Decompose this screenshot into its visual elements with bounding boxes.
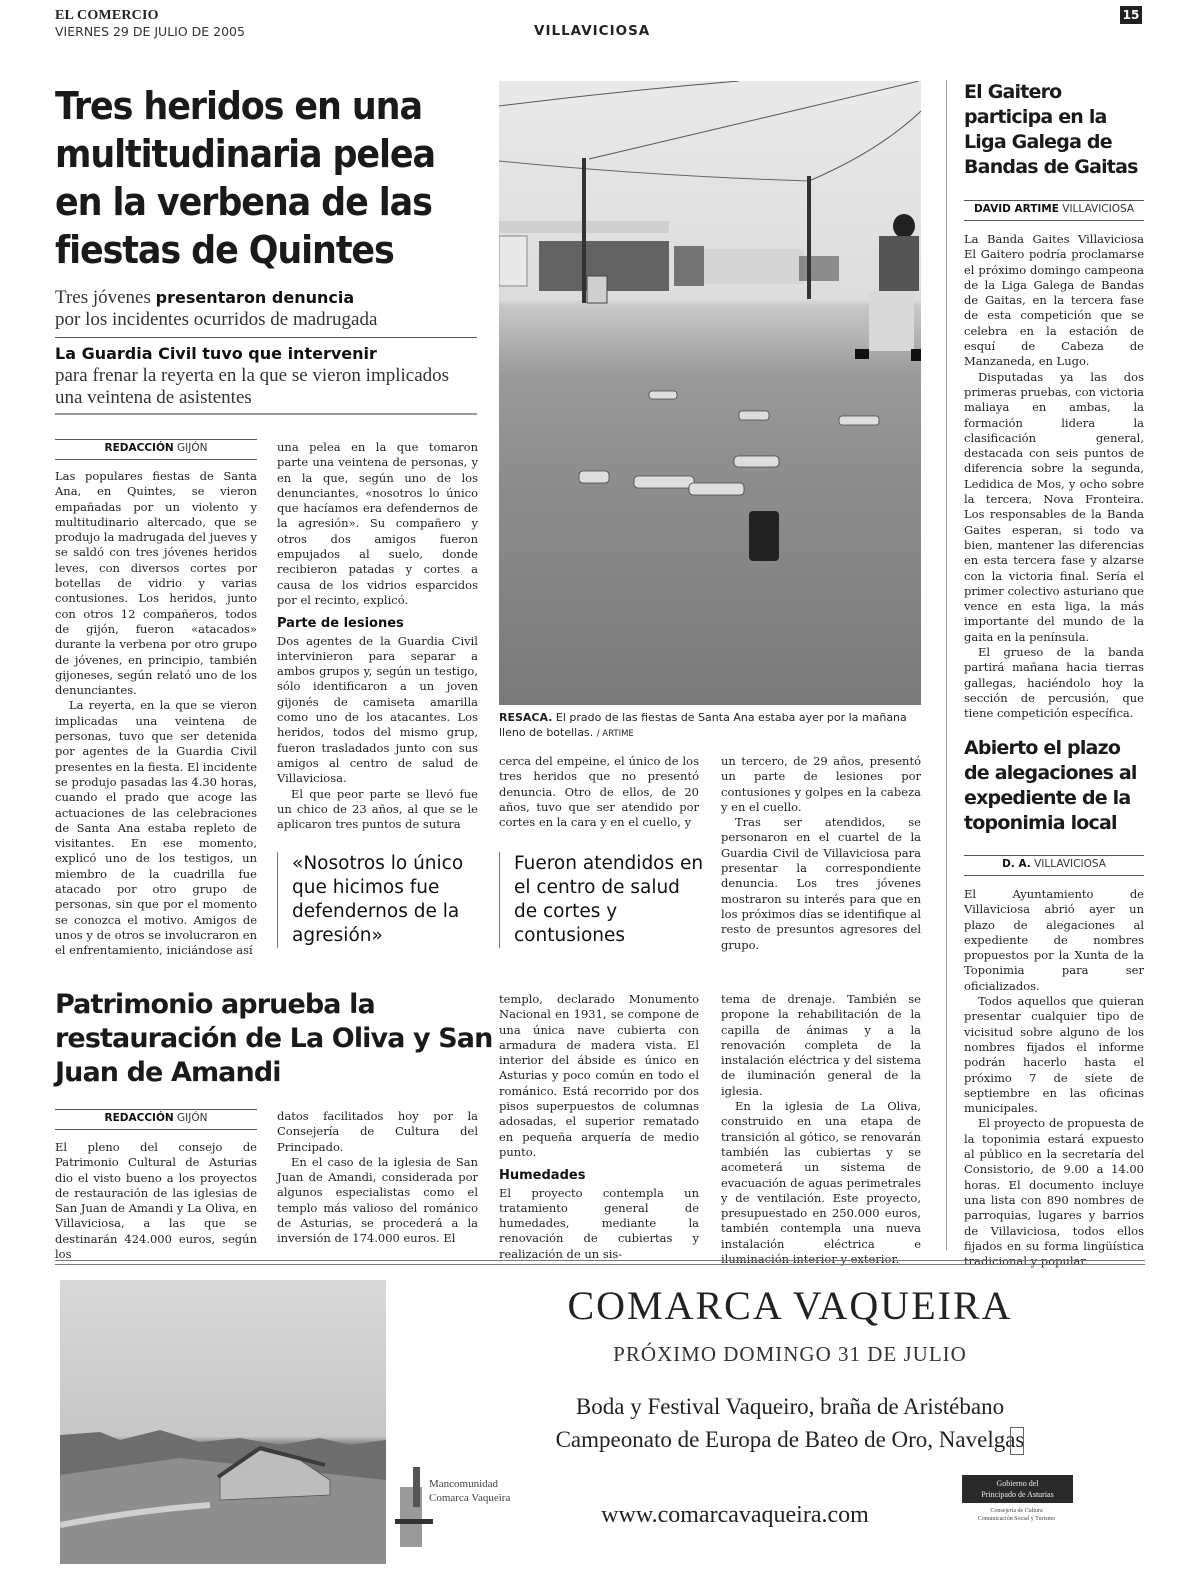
logo-shape bbox=[395, 1519, 433, 1524]
gov-department bbox=[960, 1507, 1073, 1523]
second-headline: Patrimonio aprueba la restauración de La Oliva y San Juan de Amandi bbox=[55, 989, 493, 1088]
subhead-humedades: Humedades bbox=[499, 1168, 586, 1184]
ad-photo-illustration bbox=[60, 1280, 386, 1564]
paragraph: Disputadas ya las dos primeras pruebas, con victoria maliaya en ambas, la formación lidera la clasificación general, destacada con seis puntos de diferencia sobre la segunda, Ledidica de Mos, y ocho sobre la tercera, Nova Fronteira. Los responsables de la Banda Gaites esperan, si todo va bien, mantener las diferencias en esta tercera fase y alzarse con la victoria final. Sería el primer colectivo asturiano que vence en esta liga, la más importante del mundo de la gaita en la península. bbox=[964, 369, 1144, 644]
side1-body bbox=[964, 232, 1144, 722]
second-col-2 bbox=[277, 1109, 478, 1247]
paragraph: Tras ser atendidos, se personaron en el cuartel de la Guardia Civil de Villaviciosa para presentar la correspondiente denuncia. Los tres jóvenes mostraron su interés para que en los próximos días se identifique al resto de presuntos agresores del grupo. bbox=[721, 815, 921, 952]
byline-rule-bottom bbox=[964, 220, 1144, 221]
side1-byline bbox=[964, 203, 1144, 215]
gov-line-2: Principado de Asturias bbox=[981, 1490, 1054, 1499]
ad-event-2: Campeonato de Europa de Bateo de Oro, Navelgas bbox=[555, 1427, 1025, 1452]
byline-place: GIJÓN bbox=[177, 442, 208, 454]
paragraph: cerca del empeine, el único de los tres heridos que no presentó denuncia. Otro de ellos, de 20 años, tuvo que ser atendido por cortes en la cara y en el cuello, y bbox=[499, 754, 699, 830]
side2-body bbox=[964, 887, 1144, 1269]
pull-quote-1: «Nosotros lo único que hicimos fue defendernos de la agresión» bbox=[277, 852, 482, 948]
paragraph: Las populares fiestas de Santa Ana, en Quintes, se vieron empañadas por un violento y multitudinario altercado, que se produjo la madrugada del jueves y se saldó con tres jóvenes heridos leves, con diversos cortes por botellas de vidrio y varias contusiones. Los heridos, junto con otros 12 compañeros, todos de gijón, fueron «atacados» durante la verbena por otro grupo de jóvenes, en principio, también gijoneses, según relató uno de los denunciantes. bbox=[55, 469, 257, 698]
paragraph: El proyecto de propuesta de la toponimia estará expuesto al público en la secretaría del Consistorio, de 9.00 a 14.00 horas. El documento incluye una lista con 890 nombres de parroquias, lugares y barrios de Villaviciosa, todos ellos fijados en su forma lingüística tradicional y popular. bbox=[964, 1116, 1144, 1269]
photo-illustration bbox=[499, 81, 921, 705]
festival-field-photo bbox=[499, 81, 921, 705]
photo-caption bbox=[499, 710, 921, 742]
paragraph: un tercero, de 29 años, presentó un parte de lesiones por contusiones y golpes en la cabeza y en el cuello. bbox=[721, 754, 921, 814]
caption-text: El prado de las fiestas de Santa Ana estaba ayer por la mañana lleno de botellas. bbox=[499, 711, 907, 739]
paragraph: tema de drenaje. También se propone la rehabilitación de la capilla de ánimas y a la renovación completa de la instalación eléctrica y del sistema de iluminación general de la iglesia. bbox=[721, 992, 921, 1098]
principado-logo bbox=[960, 1427, 1075, 1527]
second-col-3 bbox=[499, 992, 699, 1262]
main-headline: Tres heridos en una multitudinaria pelea en la verbena de las fiestas de Quintes bbox=[55, 84, 436, 272]
byline-rule-top bbox=[964, 855, 1144, 856]
ad-title: COMARCA VAQUEIRA bbox=[567, 1283, 1013, 1328]
byline-name: DAVID ARTIME bbox=[973, 203, 1059, 215]
logo-line-2: Comarca Vaqueira bbox=[429, 1492, 511, 1504]
photo-credit: / ARTIME bbox=[596, 729, 634, 739]
paragraph: Todos aquellos que quieran presentar cualquier tipo de vicisitud sobre alguno de los nombres fijados el informe podrán hacerlo hasta el próximo 7 de siete de septiembre en las oficinas municipales. bbox=[964, 994, 1144, 1116]
side2-headline: Abierto el plazo de alegaciones al expediente de la toponimia local bbox=[964, 737, 1137, 834]
newspaper-name: EL COMERCIO bbox=[55, 8, 159, 23]
deck-1 bbox=[55, 287, 480, 331]
byline-place: VILLAVICIOSA bbox=[1062, 203, 1135, 215]
gov-box bbox=[962, 1475, 1073, 1503]
byline-rule-bottom bbox=[55, 1129, 257, 1130]
byline-rule-top bbox=[964, 200, 1144, 201]
page-number: 15 bbox=[1120, 6, 1142, 24]
paragraph: La reyerta, en la que se vieron implicadas una veintena de personas, tuvo que ser detenida por agentes de la Guardia Civil presentes en la fiesta. El incidente se produjo pasadas las 4.30 horas, cuando el prado que acoge las actuaciones de las celebraciones de Santa Ana estaba repleto de visitantes. En ese momento, explicó uno de los testigos, un miembro de la cuadrilla fue atacado por otro grupo de personas, sin que por el momento se conozca el motivo. Amigos de unos y de otros se involucraron en el enfrentamiento, iniciándose así bbox=[55, 698, 257, 958]
byline-name: D. A. bbox=[1002, 858, 1031, 870]
paragraph: una pelea en la que tomaron parte una veintena de personas, y en la que, según uno de los denunciantes, «nosotros lo único que hacíamos era defendernos de la agresión». Su compañero y otros dos amigos fueron empujados al suelo, donde recibieron patadas y cortes a causa de los vidrios esparcidos por el recinto, explicó. bbox=[277, 440, 478, 607]
deck-1-pre: Tres jóvenes bbox=[55, 287, 156, 308]
paragraph: El pleno del consejo de Patrimonio Cultural de Asturias dio el visto bueno a los proyectos de restauración de las iglesias de San Juan de Amandi y La Oliva, en Villaviciosa, a las que se destinarán 424.000 euros, según los bbox=[55, 1140, 257, 1262]
main-col-3 bbox=[499, 754, 699, 830]
main-col-4 bbox=[721, 754, 921, 953]
main-byline bbox=[55, 442, 257, 454]
main-col-2 bbox=[277, 440, 478, 832]
main-col-1 bbox=[55, 469, 257, 959]
byline-place: VILLAVICIOSA bbox=[1034, 858, 1106, 870]
byline-name: REDACCIÓN bbox=[104, 442, 174, 454]
ad-top-rule bbox=[55, 1260, 1145, 1261]
caption-label: RESACA. bbox=[499, 711, 553, 724]
ad-website: www.comarcavaqueira.com bbox=[601, 1502, 869, 1528]
subhead-parte-de-lesiones: Parte de lesiones bbox=[277, 616, 404, 632]
mancomunidad-logo bbox=[395, 1467, 525, 1557]
paragraph: El proyecto contempla un tratamiento general de humedades, mediante la renovación de cubiertas y realización de un sis- bbox=[499, 1185, 699, 1261]
deck-2-post: para frenar la reyerta en la que se vieron implicados una veintena de asistentes bbox=[55, 365, 450, 408]
deck-1-bold: presentaron denuncia bbox=[155, 288, 355, 307]
sidebar-divider bbox=[946, 80, 947, 1250]
second-byline bbox=[55, 1112, 257, 1124]
side1-headline: El Gaitero participa en la Liga Galega de Bandas de Gaitas bbox=[964, 81, 1138, 178]
byline-place: GIJÓN bbox=[177, 1112, 208, 1124]
deck-1-post: por los incidentes ocurridos de madrugada bbox=[55, 309, 378, 330]
ad-event-1: Boda y Festival Vaqueiro, braña de Aristébano bbox=[575, 1394, 1005, 1419]
deck-2-bold: La Guardia Civil tuvo que intervenir bbox=[55, 344, 377, 363]
byline-rule-bottom bbox=[55, 459, 257, 460]
deck-2 bbox=[55, 343, 480, 409]
advertisement bbox=[55, 1272, 1145, 1572]
paragraph: En la iglesia de La Oliva, construido en una etapa de transición al gótico, se renovarán también las cubiertas y se acometerá un sistema de evacuación de aguas perimetrales y de ventilación. Este proyecto, presupuestado en 250.000 euros, también contempla una nueva instalación eléctrica e iluminación interior y exterior. bbox=[721, 1099, 921, 1267]
second-col-1 bbox=[55, 1140, 257, 1262]
publication-date: VIERNES 29 DE JULIO DE 2005 bbox=[55, 24, 245, 39]
ad-top-rule-2 bbox=[55, 1264, 1145, 1265]
byline-rule-top bbox=[55, 1109, 257, 1110]
ad-subtitle: PRÓXIMO DOMINGO 31 DE JULIO bbox=[613, 1342, 967, 1366]
paragraph: El Ayuntamiento de Villaviciosa abrió ayer un plazo de alegaciones al expediente de nombres propuestos por la Xunta de la Toponimia para ser oficializados. bbox=[964, 887, 1144, 993]
logo-text bbox=[429, 1477, 510, 1505]
paragraph: El grueso de la banda partirá mañana hacia tierras gallegas, haciéndolo hoy la sección de percusión, que tiene competición específica. bbox=[964, 645, 1144, 721]
deck-divider bbox=[55, 337, 477, 338]
paragraph: En el caso de la iglesia de San Juan de Amandi, considerada por algunos especialistas como el templo más valioso del románico de Asturias, se procederá a la inversión de 174.000 euros. El bbox=[277, 1154, 478, 1246]
gov-dept-1: Consejería de Cultura bbox=[990, 1508, 1043, 1514]
paragraph: Dos agentes de la Guardia Civil intervinieron para separar a ambos grupos y, según un testigo, sólo identificaron a un joven gijonés de camiseta amarilla como uno de los atacantes. Los heridos, todos del mismo grup, fueron trasladados junto con sus amigos al centro de salud de Villaviciosa. bbox=[277, 633, 478, 786]
paragraph: datos facilitados hoy por la Consejería de Cultura del Principado. bbox=[277, 1109, 478, 1154]
paragraph: templo, declarado Monumento Nacional en 1931, se compone de una única nave cubierta con armadura de madera vista. El interior del ábside es único en Asturias y poco común en todo el románico. Está recorrido por dos pisos superpuestos de columnas adosadas, el superior rematado en pequeña arquería de medio punto. bbox=[499, 992, 699, 1159]
second-col-4 bbox=[721, 992, 921, 1267]
byline-rule-bottom bbox=[964, 875, 1144, 876]
byline-rule-top bbox=[55, 439, 257, 440]
mountain-hut-photo bbox=[60, 1280, 386, 1564]
gov-dept-2: Comunicación Social y Turismo bbox=[977, 1516, 1056, 1522]
byline-name: REDACCIÓN bbox=[104, 1112, 174, 1124]
side2-byline bbox=[964, 858, 1144, 870]
logo-line-1: Mancomunidad bbox=[429, 1478, 499, 1490]
paragraph: El que peor parte se llevó fue un chico de 23 años, al que se le aplicaron tres puntos de sutura bbox=[277, 786, 478, 832]
paragraph: La Banda Gaites Villaviciosa El Gaitero podría proclamarse el próximo domingo campeona de la Liga Galega de Bandas de Gaitas, en la tercera fase de esta competición que se celebra en la estación de esquí de Cabeza de Manzaneda, en Lugo. bbox=[964, 232, 1144, 369]
coat-of-arms-icon bbox=[1010, 1427, 1024, 1455]
logo-shape bbox=[413, 1467, 420, 1507]
deck-bottom-rule bbox=[55, 413, 477, 415]
pull-quote-2: Fueron atendidos en el centro de salud de cortes y contusiones bbox=[499, 852, 704, 948]
gov-line-1: Gobierno del bbox=[996, 1479, 1039, 1488]
section-name: VILLAVICIOSA bbox=[534, 23, 651, 39]
